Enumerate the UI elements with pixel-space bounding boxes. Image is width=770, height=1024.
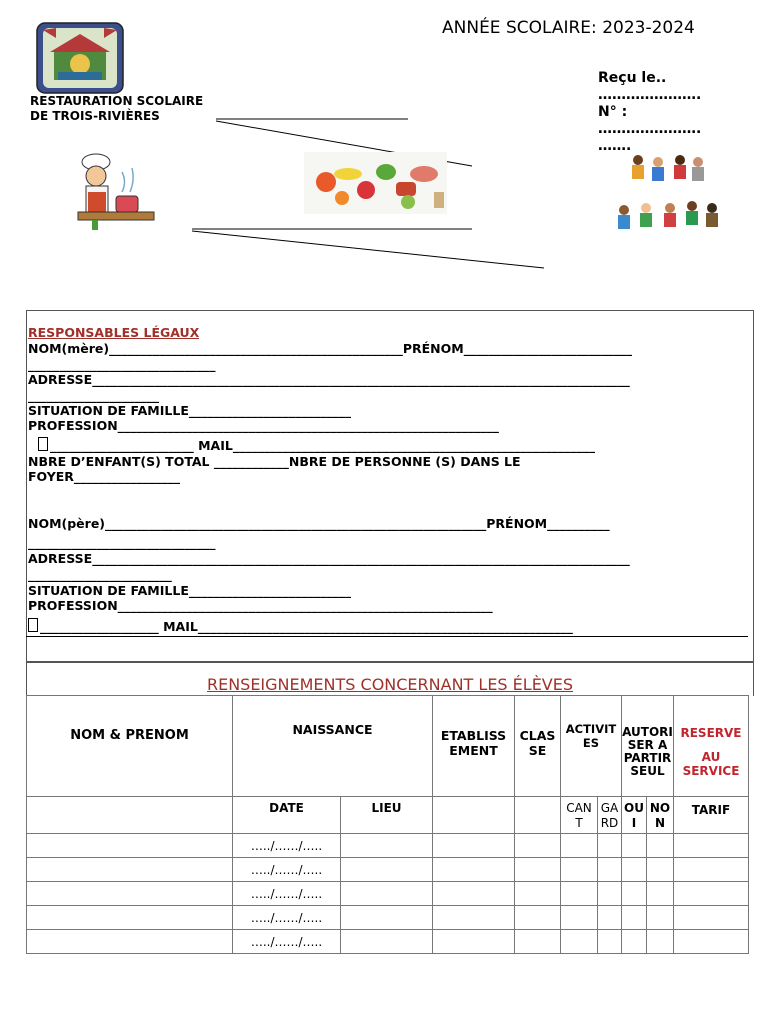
receipt-date-label: Reçu le.. xyxy=(598,70,667,86)
col-autoriser: AUTORI SER A PARTIR SEUL xyxy=(622,696,674,797)
mere-adresse-field[interactable]: ADRESSE______________________________________________________________________________________ xyxy=(28,372,630,387)
mere-nom-cont[interactable]: ______________________________ xyxy=(28,357,216,372)
cell-cant[interactable] xyxy=(561,882,598,906)
cell-oui[interactable] xyxy=(622,858,647,882)
table-row xyxy=(27,882,749,906)
table-row xyxy=(27,858,749,882)
cell-classe[interactable] xyxy=(515,906,561,930)
cell-oui[interactable] xyxy=(622,930,647,954)
pere-adresse-cont[interactable]: _______________________ xyxy=(28,567,172,582)
table-row xyxy=(27,930,749,954)
col-etablissement: ETABLISS EMENT xyxy=(433,696,515,797)
responsables-title: RESPONSABLES LÉGAUX xyxy=(28,325,200,340)
receipt-number-label: N° : xyxy=(598,104,628,120)
school-name-line2: DE TROIS-RIVIÈRES xyxy=(30,109,160,123)
pere-situation-field[interactable]: SITUATION DE FAMILLE__________________________ xyxy=(28,583,352,598)
cell-classe[interactable] xyxy=(515,834,561,858)
sub-empty-etab xyxy=(433,797,515,834)
cell-tarif[interactable] xyxy=(674,834,749,858)
cell-etab[interactable] xyxy=(433,906,515,930)
cell-lieu[interactable] xyxy=(341,930,433,954)
sub-garderie: GA RD xyxy=(598,797,622,834)
col-nom-prenom: NOM & PRENOM xyxy=(27,696,233,797)
cell-gard[interactable] xyxy=(598,858,622,882)
cell-nom[interactable] xyxy=(27,882,233,906)
phone-icon xyxy=(38,437,48,451)
sub-tarif: TARIF xyxy=(674,797,749,834)
cell-tarif[interactable] xyxy=(674,906,749,930)
cell-date[interactable]: …../……/….. xyxy=(233,858,341,882)
table-header-row xyxy=(27,696,749,797)
cell-lieu[interactable] xyxy=(341,834,433,858)
cell-lieu[interactable] xyxy=(341,882,433,906)
children-playing-icon xyxy=(610,152,730,242)
sub-oui: OU I xyxy=(622,797,647,834)
cell-etab[interactable] xyxy=(433,882,515,906)
sub-empty-classe xyxy=(515,797,561,834)
pere-mail-label: ___________________ MAIL____________________________________________________________ xyxy=(40,619,573,634)
cell-etab[interactable] xyxy=(433,930,515,954)
cell-lieu[interactable] xyxy=(341,906,433,930)
cell-oui[interactable] xyxy=(622,882,647,906)
sub-cantine: CAN T xyxy=(561,797,598,834)
receipt-number-dots: …………………. xyxy=(598,121,702,137)
cell-date[interactable]: …../……/….. xyxy=(233,906,341,930)
pere-nom-field[interactable]: NOM(père)_____________________________________________________________PRÉNOM__________ xyxy=(28,516,610,531)
receipt-date-dots: …………………. xyxy=(598,87,702,103)
table-subheader-row xyxy=(27,797,749,834)
cell-etab[interactable] xyxy=(433,834,515,858)
separator-line xyxy=(26,636,748,637)
col-naissance: NAISSANCE xyxy=(233,696,433,797)
eleves-table xyxy=(26,695,749,954)
cell-date[interactable]: …../……/….. xyxy=(233,930,341,954)
cell-oui[interactable] xyxy=(622,834,647,858)
school-name-line1: RESTAURATION SCOLAIRE xyxy=(30,94,204,108)
cell-nom[interactable] xyxy=(27,906,233,930)
pere-adresse-field[interactable]: ADRESSE______________________________________________________________________________________ xyxy=(28,551,630,566)
mere-mail-field[interactable] xyxy=(28,437,595,453)
cell-cant[interactable] xyxy=(561,930,598,954)
eleves-section-title xyxy=(26,662,754,696)
cell-gard[interactable] xyxy=(598,906,622,930)
cell-tarif[interactable] xyxy=(674,858,749,882)
table-row xyxy=(27,906,749,930)
chef-cooking-icon xyxy=(72,152,162,232)
pere-profession-field[interactable]: PROFESSION____________________________________________________________ xyxy=(28,598,493,613)
pere-nom-cont[interactable]: ______________________________ xyxy=(28,535,216,550)
school-year-label: ANNÉE SCOLAIRE: xyxy=(442,18,597,38)
cell-nom[interactable] xyxy=(27,834,233,858)
school-year-value: 2023-2024 xyxy=(602,18,695,38)
cell-non[interactable] xyxy=(647,906,674,930)
cell-cant[interactable] xyxy=(561,858,598,882)
mere-situation-field[interactable]: SITUATION DE FAMILLE__________________________ xyxy=(28,403,352,418)
receipt-number-dots-cont: ……. xyxy=(598,138,632,154)
col-reserve xyxy=(674,696,749,797)
cell-classe[interactable] xyxy=(515,930,561,954)
cell-tarif[interactable] xyxy=(674,882,749,906)
cell-classe[interactable] xyxy=(515,882,561,906)
mere-nom-field[interactable]: NOM(mère)_______________________________________________PRÉNOM___________________________ xyxy=(28,341,633,356)
sub-empty-nom xyxy=(27,797,233,834)
col-reserve-line1: RESERVE xyxy=(680,726,742,740)
pere-mail-field[interactable] xyxy=(28,618,573,634)
mere-adresse-cont[interactable]: _____________________ xyxy=(28,388,160,403)
phone-icon xyxy=(28,618,38,632)
mere-profession-field[interactable]: PROFESSION_____________________________________________________________ xyxy=(28,418,499,433)
mere-foyer-field[interactable]: FOYER_________________ xyxy=(28,469,181,484)
table-row xyxy=(27,834,749,858)
cell-date[interactable]: …../……/….. xyxy=(233,882,341,906)
cell-oui[interactable] xyxy=(622,906,647,930)
cell-non[interactable] xyxy=(647,834,674,858)
cell-lieu[interactable] xyxy=(341,858,433,882)
cell-gard[interactable] xyxy=(598,834,622,858)
cell-gard[interactable] xyxy=(598,882,622,906)
cell-non[interactable] xyxy=(647,882,674,906)
col-reserve-line2: AU SERVICE xyxy=(682,750,740,778)
cell-date[interactable]: …../……/….. xyxy=(233,834,341,858)
food-vegetables-icon xyxy=(304,152,447,214)
cell-non[interactable] xyxy=(647,930,674,954)
col-classe: CLAS SE xyxy=(515,696,561,797)
cell-etab[interactable] xyxy=(433,858,515,882)
cell-cant[interactable] xyxy=(561,834,598,858)
sub-lieu: LIEU xyxy=(341,797,433,834)
eleves-title: RENSEIGNEMENTS CONCERNANT LES ÉLÈVES xyxy=(206,675,574,694)
cell-classe[interactable] xyxy=(515,858,561,882)
cell-gard[interactable] xyxy=(598,930,622,954)
decorative-lines xyxy=(0,0,770,300)
cell-nom[interactable] xyxy=(27,858,233,882)
mere-mail-label: _______________________ MAIL__________________________________________________________ xyxy=(50,438,596,453)
cell-nom[interactable] xyxy=(27,930,233,954)
sub-non: NO N xyxy=(647,797,674,834)
cell-non[interactable] xyxy=(647,858,674,882)
cell-tarif[interactable] xyxy=(674,930,749,954)
sub-date: DATE xyxy=(233,797,341,834)
cell-cant[interactable] xyxy=(561,906,598,930)
col-activites: ACTIVIT ES xyxy=(561,696,622,797)
mere-enfants-field[interactable]: NBRE D’ENFANT(S) TOTAL ____________NBRE DE PERSONNE (S) DANS LE xyxy=(28,454,521,469)
